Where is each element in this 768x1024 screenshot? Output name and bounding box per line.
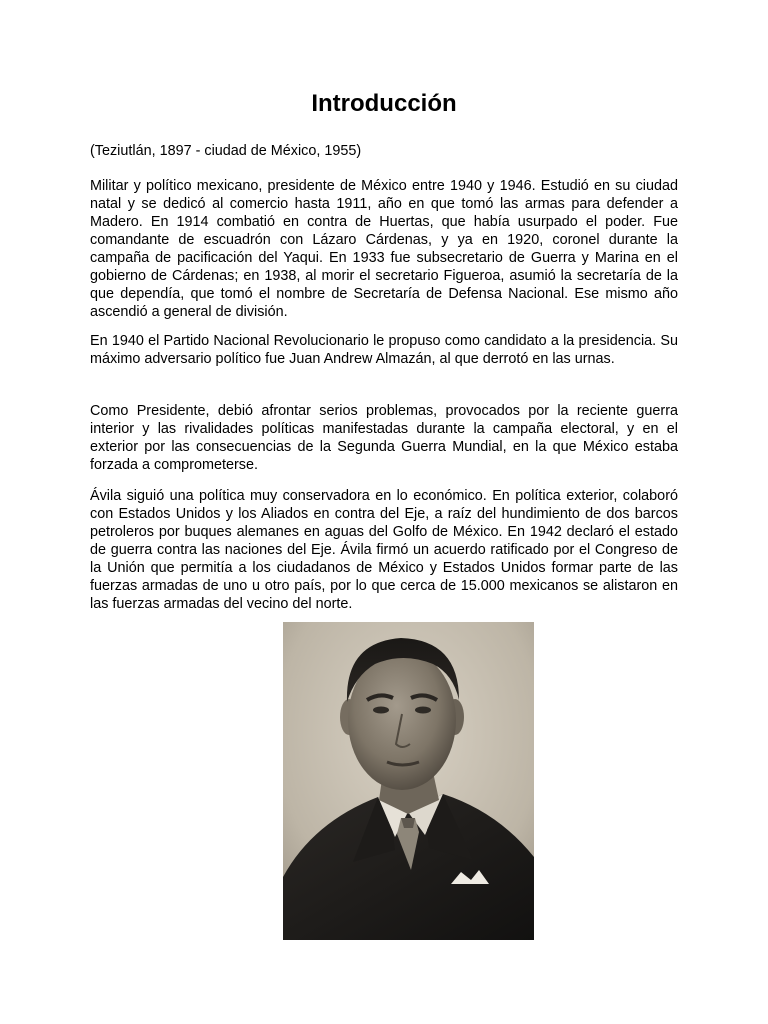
paragraph-1: Militar y político mexicano, presidente de México entre 1940 y 1946. Estudió en su ciudad natal y se dedicó al comercio hasta 1911, año en que tomó las armas para defender a Madero. En 1914 combatió en contra de Huertas, que había usurpado el poder. Fue comandante de escuadrón con Lázaro Cárdenas, y ya en 1920, coronel durante la campaña de pacificación del Yaqui. En 1933 fue subsecretario de Guerra y Marina en el gobierno de Cárdenas; en 1938, al morir el secretario Figueroa, asumió la secretaría de la que dependía, que tomó el nombre de Secretaría de Defensa Nacional. Ese mismo año ascendió a general de división. <box>90 178 678 320</box>
paragraph-2: En 1940 el Partido Nacional Revolucionario le propuso como candidato a la presidencia. Su máximo adversario político fue Juan Andrew Almazán, al que derrotó en las urnas. <box>90 333 678 367</box>
subtitle: (Teziutlán, 1897 - ciudad de México, 1955) <box>90 143 362 159</box>
paragraph-4: Ávila siguió una política muy conservadora en lo económico. En política exterior, colaboró con Estados Unidos y los Aliados en contra del Eje, a raíz del hundimiento de dos barcos petroleros por buques alemanes en aguas del Golfo de México. En 1942 declaró el estado de guerra contra las naciones del Eje. Ávila firmó un acuerdo ratificado por el Congreso de la Unión que permitía a los ciudadanos de México y Estados Unidos formar parte de las fuerzas armadas de uno u otro país, por lo que cerca de 15.000 mexicanos se alistaron en las fuerzas armadas del vecino del norte. <box>90 488 678 612</box>
page-title: Introducción <box>311 90 457 117</box>
portrait-photo <box>283 622 534 940</box>
paragraph-3: Como Presidente, debió afrontar serios problemas, provocados por la reciente guerra interior y las rivalidades políticas manifestadas durante la campaña electoral, y en el exterior por las consecuencias de la Segunda Guerra Mundial, en la que México estaba forzada a comprometerse. <box>90 403 678 473</box>
